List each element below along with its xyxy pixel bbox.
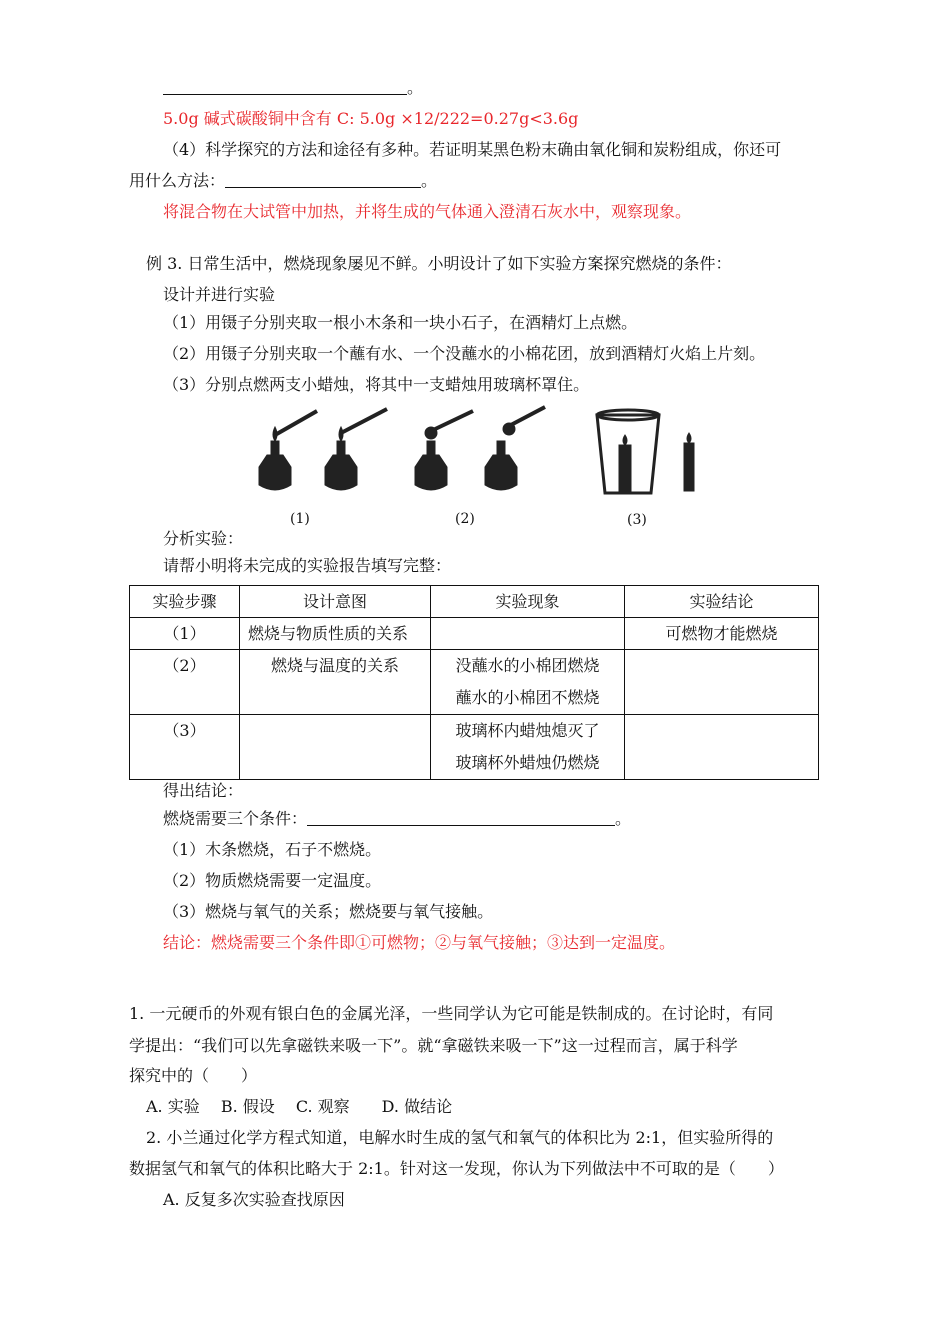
cell-phenomenon — [431, 650, 625, 715]
cell-conclusion — [625, 650, 819, 715]
figure-caption-3: (3) — [627, 512, 647, 528]
phenomenon-line: 玻璃杯内蜡烛熄灭了 — [455, 721, 600, 740]
question-1-line2: 学提出：“我们可以先拿磁铁来吸一下”。就“拿磁铁来吸一下”这一过程而言，属于科学 — [129, 1036, 738, 1055]
experiment-apparatus-figure — [245, 405, 715, 505]
conclusion-title: 得出结论： — [163, 781, 244, 800]
conclusion-answer-2: （2）物质燃烧需要一定温度。 — [163, 871, 382, 890]
header-phenomenon: 实验现象 — [431, 586, 625, 618]
analyze-heading: 分析实验： — [163, 529, 244, 548]
cell-step: （2） — [130, 650, 240, 715]
period: 。 — [615, 809, 632, 828]
conclusion-need: 燃烧需要三个条件： — [163, 809, 308, 828]
cell-phenomenon — [431, 618, 625, 650]
answer-method: 将混合物在大试管中加热，并将生成的气体通入澄清石灰水中，观察现象。 — [163, 202, 692, 221]
experiment-report-table — [129, 585, 819, 780]
question-2-line1: 2. 小兰通过化学方程式知道，电解水时生成的氢气和氧气的体积比为 2:1，但实验所得的 — [146, 1128, 774, 1147]
example3-intro: 例 3. 日常生活中，燃烧现象屡见不鲜。小明设计了如下实验方案探究燃烧的条件： — [146, 254, 732, 273]
cell-conclusion — [625, 715, 819, 780]
figure-caption-2: (2) — [455, 511, 475, 527]
table-row — [130, 618, 819, 650]
header-conclusion: 实验结论 — [625, 586, 819, 618]
question-1-line3: 探究中的（ ） — [129, 1066, 258, 1085]
period: 。 — [421, 171, 438, 190]
example3-step1: （1）用镊子分别夹取一根小木条和一块小石子，在酒精灯上点燃。 — [163, 313, 638, 332]
conclusion-final: 结论：燃烧需要三个条件即①可燃物；②与氧气接触；③达到一定温度。 — [163, 933, 676, 952]
phenomenon-line: 蘸水的小棉团不燃烧 — [455, 688, 600, 707]
cell-intent: 燃烧与物质性质的关系 — [240, 618, 431, 650]
phenomenon-line: 没蘸水的小棉团燃烧 — [455, 656, 600, 675]
example3-design: 设计并进行实验 — [163, 285, 276, 304]
alcohol-lamp-icon — [325, 409, 387, 490]
fill-report-prompt: 请帮小明将未完成的实验报告填写完整： — [163, 556, 452, 575]
candle-icon — [684, 433, 694, 491]
question-2-option-a: A. 反复多次实验查找原因 — [163, 1190, 345, 1209]
cell-step: （1） — [130, 618, 240, 650]
header-intent: 设计意图 — [240, 586, 431, 618]
cell-intent — [240, 715, 431, 780]
period: 。 — [407, 78, 424, 97]
conclusion-answer-1: （1）木条燃烧，石子不燃烧。 — [163, 840, 382, 859]
figure-caption-1: (1) — [290, 511, 310, 527]
conclusion-need-line — [163, 809, 631, 829]
blank — [225, 171, 421, 188]
alcohol-lamp-icon — [415, 411, 473, 490]
answer-blank-line — [163, 78, 423, 98]
question-4-prompt: 用什么方法： — [129, 171, 226, 190]
alcohol-lamp-icon — [259, 411, 317, 490]
cell-conclusion: 可燃物才能燃烧 — [625, 618, 819, 650]
conclusion-answer-3: （3）燃烧与氧气的关系；燃烧要与氧气接触。 — [163, 902, 494, 921]
question-4-line2 — [129, 171, 437, 191]
alcohol-lamp-icon — [485, 407, 545, 490]
answer-carbon-calc: 5.0g 碱式碳酸铜中含有 C: 5.0g ×12/222=0.27g<3.6g — [163, 109, 579, 128]
cell-intent: 燃烧与温度的关系 — [240, 650, 431, 715]
cell-step: （3） — [130, 715, 240, 780]
question-2-line2: 数据氢气和氧气的体积比略大于 2:1。针对这一发现，你认为下列做法中不可取的是（ ） — [129, 1159, 784, 1178]
phenomenon-line: 玻璃杯外蜡烛仍燃烧 — [455, 753, 600, 772]
question-1-line1: 1. 一元硬币的外观有银白色的金属光泽，一些同学认为它可能是铁制成的。在讨论时，有同 — [129, 1004, 774, 1023]
header-step: 实验步骤 — [130, 586, 240, 618]
cell-phenomenon — [431, 715, 625, 780]
example3-step2: （2）用镊子分别夹取一个蘸有水、一个没蘸水的小棉花团，放到酒精灯火焰上片刻。 — [163, 344, 766, 363]
blank — [163, 78, 407, 95]
table-row — [130, 715, 819, 780]
question-1-options: A. 实验 B. 假设 C. 观察 D. 做结论 — [146, 1097, 453, 1116]
table-row — [130, 650, 819, 715]
example3-step3: （3）分别点燃两支小蜡烛，将其中一支蜡烛用玻璃杯罩住。 — [163, 375, 590, 394]
table-header-row — [130, 586, 819, 618]
question-4-line1: （4）科学探究的方法和途径有多种。若证明某黑色粉末确由氧化铜和炭粉组成，你还可 — [163, 140, 782, 159]
blank — [307, 809, 615, 826]
candle-icon — [619, 435, 631, 491]
